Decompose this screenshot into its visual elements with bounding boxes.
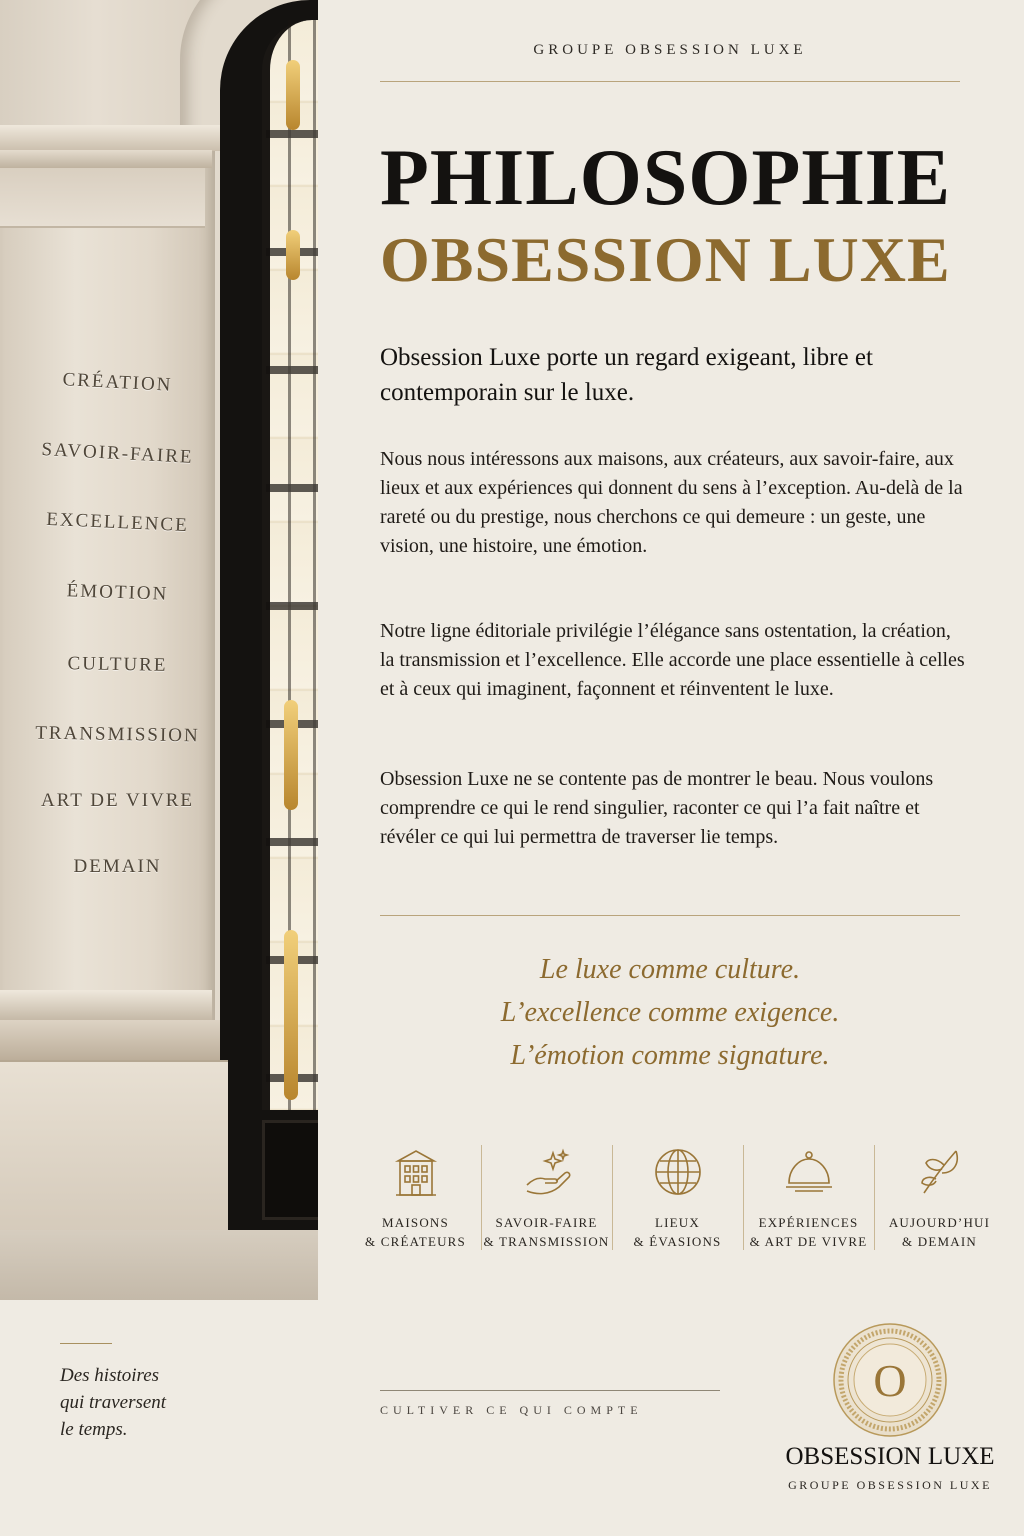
cloche-icon [785, 1145, 833, 1199]
globe-icon [654, 1145, 702, 1199]
engraved-word: EXCELLENCE [45, 508, 190, 537]
engraved-word: TRANSMISSION [35, 722, 200, 747]
page-title: PHILOSOPHIE [380, 134, 952, 222]
feature-label: MAISONS & CRÉATEURS [365, 1215, 466, 1249]
feature-savoir-faire [481, 1145, 612, 1255]
quote-line: L’excellence comme exigence. [500, 997, 840, 1028]
engraved-word: ART DE VIVRE [40, 790, 195, 811]
hand-sparkle-icon [523, 1145, 571, 1199]
leaf-icon [916, 1145, 964, 1199]
body-paragraph: Obsession Luxe ne se contente pas de montrer le beau. Nous voulons comprendre ce qui le rend singulier, raconter ce qui l’a fait naître et révéler ce qui lui permettra de traverser lie temps. [380, 768, 934, 848]
feature-label: LIEUX & ÉVASIONS [633, 1215, 722, 1249]
brand-seal-logo [832, 1322, 948, 1438]
engraved-word: SAVOIR-FAIRE [41, 439, 195, 468]
gilt-ornament [286, 230, 300, 280]
pilaster-capital [0, 150, 212, 168]
feature-label: SAVOIR-FAIRE & TRANSMISSION [483, 1215, 610, 1249]
pilaster-capital [0, 125, 220, 151]
body-paragraph: Notre ligne éditoriale privilégie l’élégance sans ostentation, la création, la transmission et l’excellence. Elle accorde une place essentielle à celles et à ceux qui imaginent, façonnent et réinventent le luxe. [380, 620, 965, 700]
feature-maisons [350, 1145, 481, 1255]
quote-line: Le luxe comme culture. [539, 954, 801, 985]
divider [60, 1343, 112, 1344]
quote-line: L’émotion comme signature. [510, 1040, 830, 1071]
building-icon [392, 1145, 440, 1199]
engraved-word: DEMAIN [73, 856, 162, 877]
brand-subtitle: GROUPE OBSESSION LUXE [788, 1478, 992, 1492]
divider [380, 81, 960, 82]
tagline: CULTIVER CE QUI COMPTE [380, 1403, 643, 1417]
engraved-word: ÉMOTION [66, 580, 169, 605]
feature-row [350, 1145, 1005, 1255]
pilaster-capital [0, 168, 205, 228]
engraved-word: CULTURE [67, 653, 168, 676]
footer-quote: Des histoires qui traversent le temps. [60, 1365, 167, 1440]
gilt-ornament [284, 700, 298, 810]
stone-floor [0, 1230, 318, 1300]
page-subtitle: OBSESSION LUXE [380, 224, 951, 295]
divider [380, 1390, 720, 1391]
quote-block [380, 948, 960, 1077]
feature-lieux [612, 1145, 743, 1255]
architecture-photo [0, 0, 318, 1300]
group-eyebrow: GROUPE OBSESSION LUXE [533, 42, 807, 58]
gilt-ornament [286, 60, 300, 130]
body-paragraph: Nous nous intéressons aux maisons, aux créateurs, aux savoir-faire, aux lieux et aux expériences qui donnent du sens à l’exception. Au-delà de la rareté ou du prestige, nous cherchons ce qui demeure : un geste, une vision, une histoire, une émotion. [380, 448, 963, 557]
lead-paragraph: Obsession Luxe porte un regard exigeant, libre et contemporain sur le luxe. [380, 344, 873, 406]
seal-letter: O [873, 1355, 907, 1406]
feature-label: EXPÉRIENCES & ART DE VIVRE [749, 1215, 868, 1249]
pilaster-base [0, 990, 212, 1020]
engraved-word: CRÉATION [62, 369, 173, 396]
brand-name: OBSESSION LUXE [785, 1443, 995, 1470]
feature-experiences [743, 1145, 874, 1255]
divider [380, 915, 960, 916]
gilt-ornament [284, 930, 298, 1100]
feature-label: AUJOURD’HUI & DEMAIN [888, 1215, 991, 1249]
door-base-panel [262, 1120, 318, 1220]
pilaster-base [0, 1020, 220, 1060]
feature-aujourdhui [874, 1145, 1005, 1255]
